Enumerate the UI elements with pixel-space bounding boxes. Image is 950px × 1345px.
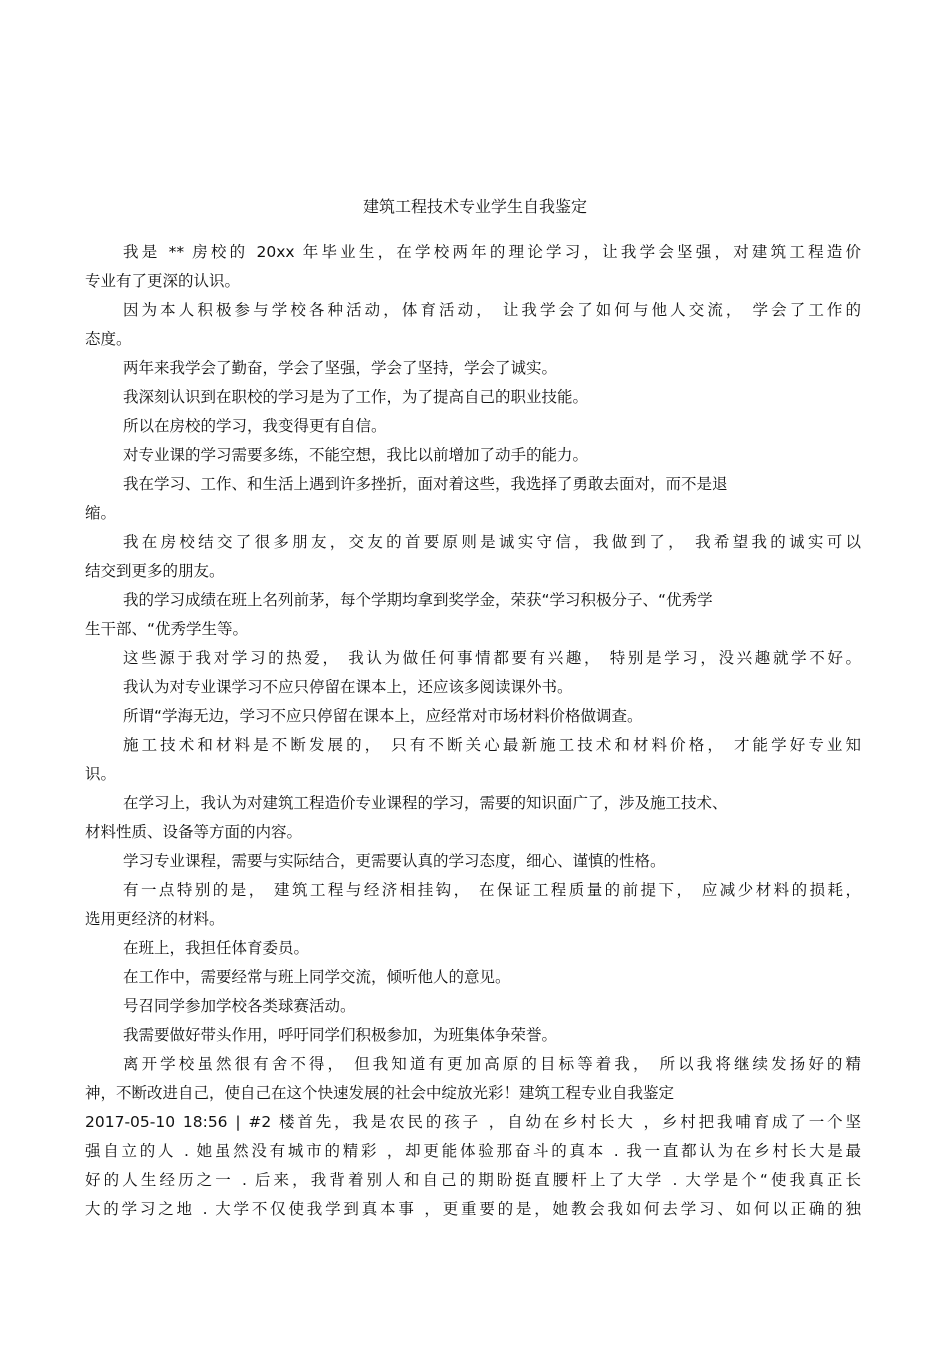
text-line: 大的学习之地 . 大学不仅使我学到真本事 ，更重要的是，她教会我如何去学习、如何以正确的独	[85, 1200, 861, 1218]
text-line: 这些源于我对学习的热爱， 我认为做任何事情都要有兴趣， 特别是学习，没兴趣就学不好。	[123, 649, 861, 667]
text-line: 在学习上，我认为对建筑工程造价专业课程的学习，需要的知识面广了，涉及施工技术、	[123, 794, 728, 812]
text-line: 施工技术和材料是不断发展的， 只有不断关心最新施工技术和材料价格， 才能学好专业知	[123, 736, 861, 754]
text-line: 在工作中，需要经常与班上同学交流，倾听他人的意见。	[123, 968, 511, 986]
text-line: 选用更经济的材料。	[85, 910, 225, 928]
text-line: 学习专业课程，需要与实际结合，更需要认真的学习态度，细心、谨慎的性格。	[123, 852, 666, 870]
text-line: 态度。	[85, 330, 132, 348]
text-line: 我需要做好带头作用，呼吁同学们积极参加，为班集体争荣誉。	[123, 1026, 558, 1044]
text-line: 2017-05-10 18:56 | #2 楼首先，我是农民的孩子 ，自幼在乡村长大 ，乡村把我哺育成了一个坚	[85, 1113, 861, 1131]
text-line: 因为本人积极参与学校各种活动，体育活动， 让我学会了如何与他人交流， 学会了工作的	[123, 301, 861, 319]
text-line: 我深刻认识到在职校的学习是为了工作，为了提高自己的职业技能。	[123, 388, 589, 406]
text-line: 我在房校结交了很多朋友，交友的首要原则是诚实守信，我做到了， 我希望我的诚实可以	[123, 533, 861, 551]
text-line: 结交到更多的朋友。	[85, 562, 225, 580]
text-line: 我在学习、工作、和生活上遇到许多挫折，面对着这些，我选择了勇敢去面对，而不是退	[123, 475, 728, 493]
text-line: 我是 ** 房校的 20xx 年毕业生，在学校两年的理论学习，让我学会坚强，对建筑工程造价	[123, 243, 861, 261]
text-line: 所谓“学海无边，学习不应只停留在课本上，应经常对市场材料价格做调查。	[123, 707, 643, 725]
text-line: 对专业课的学习需要多练，不能空想，我比以前增加了动手的能力。	[123, 446, 589, 464]
text-line: 生干部、“优秀学生等。	[85, 620, 249, 638]
text-line: 在班上，我担任体育委员。	[123, 939, 310, 957]
text-line: 强自立的人 . 她虽然没有城市的精彩 ，却更能体验那奋斗的真本 . 我一直都认为在乡村长大是最	[85, 1142, 861, 1160]
document-body	[85, 238, 861, 1224]
text-line: 神，不断改进自己，使自己在这个快速发展的社会中绽放光彩！建筑工程专业自我鉴定	[85, 1084, 675, 1102]
text-line: 我认为对专业课学习不应只停留在课本上，还应该多阅读课外书。	[123, 678, 573, 696]
text-line: 有一点特别的是， 建筑工程与经济相挂钩， 在保证工程质量的前提下， 应减少材料的损耗，	[123, 881, 861, 899]
text-line: 离开学校虽然很有舍不得， 但我知道有更加高原的目标等着我， 所以我将继续发扬好的精	[123, 1055, 861, 1073]
text-line: 号召同学参加学校各类球赛活动。	[123, 997, 356, 1015]
text-line: 材料性质、设备等方面的内容。	[85, 823, 303, 841]
document-title: 建筑工程技术专业学生自我鉴定	[362, 197, 587, 216]
text-line: 两年来我学会了勤奋，学会了坚强，学会了坚持，学会了诚实。	[123, 359, 558, 377]
text-line: 好的人生经历之一 . 后来，我背着别人和自己的期盼挺直腰杆上了大学 . 大学是个“使我真正长	[85, 1171, 861, 1189]
text-line: 缩。	[85, 504, 117, 522]
text-line: 专业有了更深的认识。	[85, 272, 241, 290]
text-line: 我的学习成绩在班上名列前茅，每个学期均拿到奖学金，荣获“学习积极分子、“优秀学	[123, 591, 713, 609]
text-line: 识。	[85, 765, 117, 783]
text-line: 所以在房校的学习，我变得更有自信。	[123, 417, 387, 435]
